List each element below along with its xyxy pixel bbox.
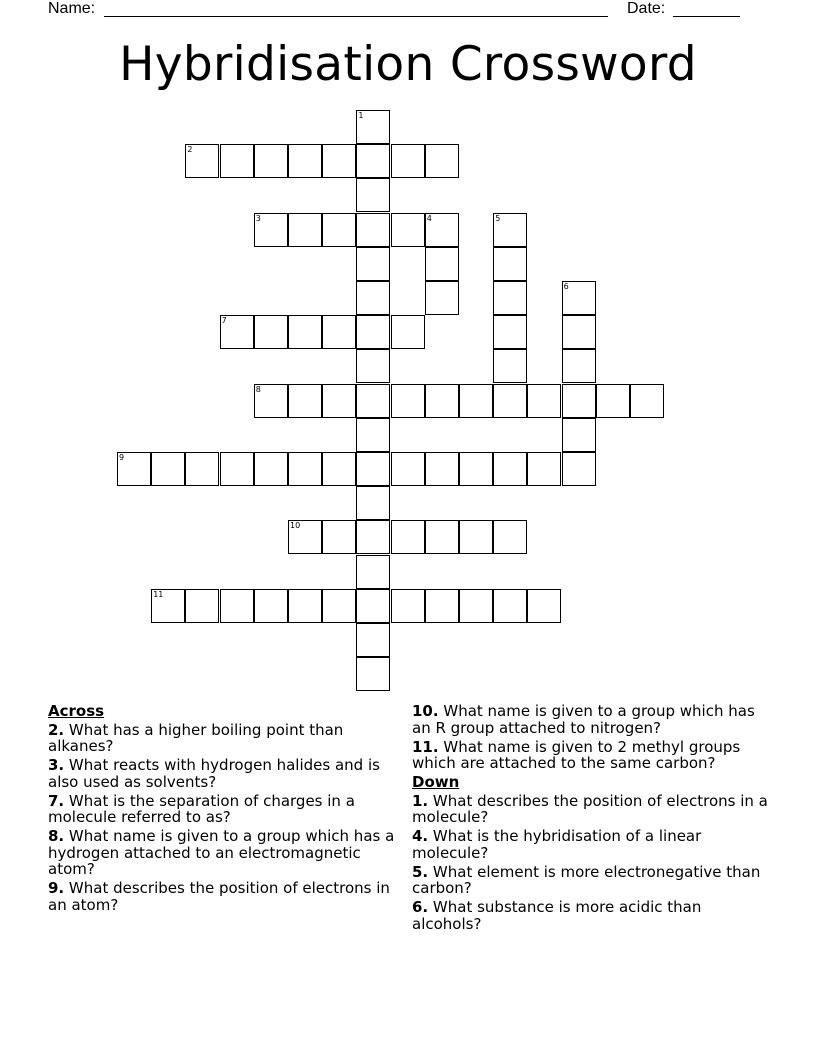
clue-text: What name is given to 2 methyl groups which are attached to the same carbon? — [412, 737, 741, 772]
crossword-cell[interactable] — [493, 349, 527, 383]
page-title: Hybridisation Crossword — [119, 37, 697, 92]
clue-number: 7. — [48, 791, 65, 810]
clue-number-label: 2 — [187, 145, 193, 155]
crossword-cell[interactable] — [322, 315, 356, 349]
crossword-cell[interactable] — [322, 384, 356, 418]
clue-number-label: 9 — [119, 453, 125, 462]
crossword-cell[interactable] — [425, 281, 459, 315]
crossword-cell[interactable] — [527, 589, 561, 623]
crossword-cell[interactable] — [356, 555, 390, 589]
crossword-cell[interactable] — [356, 657, 390, 691]
crossword-cell[interactable] — [185, 452, 219, 486]
crossword-cell[interactable] — [425, 247, 459, 281]
crossword-cell[interactable] — [288, 452, 322, 486]
crossword-cell[interactable] — [288, 144, 322, 178]
crossword-cell[interactable] — [493, 589, 527, 623]
crossword-cell[interactable] — [425, 213, 459, 247]
clue-text: What reacts with hydrogen halides and is also used as solvents? — [48, 756, 380, 791]
crossword-cell[interactable] — [220, 315, 254, 349]
clue-text: What is the separation of charges in a molecule referred to as? — [48, 791, 355, 826]
crossword-cell[interactable] — [527, 452, 561, 486]
crossword-cell[interactable] — [562, 384, 596, 418]
clue-number-label: 11 — [153, 589, 164, 599]
clue-text: What is the hybridisation of a linear molecule? — [412, 827, 702, 862]
clue-number: 3. — [48, 756, 65, 774]
clue-text: What substance is more acidic than alcohols? — [412, 898, 702, 933]
crossword-cell[interactable] — [425, 589, 459, 623]
crossword-cell[interactable] — [391, 520, 425, 554]
clue-down-5 — [412, 864, 772, 897]
crossword-cell[interactable] — [288, 384, 322, 418]
crossword-cell[interactable] — [562, 281, 596, 315]
clue-number-label: 10 — [290, 521, 301, 531]
crossword-cell[interactable] — [117, 452, 151, 486]
crossword-cell[interactable] — [391, 144, 425, 178]
crossword-cell[interactable] — [254, 213, 288, 247]
crossword-cell[interactable] — [185, 144, 219, 178]
clue-down-1 — [412, 793, 772, 826]
across-heading: Across — [48, 702, 105, 720]
clue-text: What describes the position of electrons in an atom? — [48, 879, 390, 914]
crossword-cell[interactable] — [562, 452, 596, 486]
crossword-cell[interactable] — [356, 247, 390, 281]
crossword-cell[interactable] — [459, 384, 493, 418]
crossword-cell[interactable] — [151, 452, 185, 486]
crossword-cell[interactable] — [562, 418, 596, 452]
clue-across-7 — [48, 793, 398, 826]
crossword-cell[interactable] — [459, 452, 493, 486]
crossword-cell[interactable] — [220, 589, 254, 623]
crossword-cell[interactable] — [322, 520, 356, 554]
crossword-cell[interactable] — [356, 281, 390, 315]
clue-across-11 — [412, 739, 772, 772]
clue-number: 2. — [48, 720, 65, 739]
clue-number-label: 5 — [495, 213, 501, 223]
crossword-cell[interactable] — [185, 589, 219, 623]
crossword-cell[interactable] — [493, 315, 527, 349]
crossword-cell[interactable] — [254, 384, 288, 418]
crossword-cell[interactable] — [288, 213, 322, 247]
clue-number: 6. — [412, 898, 429, 916]
clue-number: 5. — [412, 862, 429, 881]
crossword-cell[interactable] — [356, 213, 390, 247]
crossword-cell[interactable] — [596, 384, 630, 418]
clue-number: 1. — [412, 791, 429, 810]
name-label: Name: — [48, 0, 96, 17]
clues-column-left — [48, 703, 398, 916]
crossword-cell[interactable] — [356, 486, 390, 520]
crossword-cell[interactable] — [356, 349, 390, 383]
crossword-cell[interactable] — [630, 384, 664, 418]
down-heading: Down — [412, 773, 460, 791]
crossword-cell[interactable] — [562, 349, 596, 383]
clue-number: 8. — [48, 827, 65, 845]
clue-number: 10. — [412, 702, 439, 720]
crossword-cell[interactable] — [562, 315, 596, 349]
clue-number: 11. — [412, 737, 439, 756]
crossword-cell[interactable] — [288, 520, 322, 554]
crossword-cell[interactable] — [493, 213, 527, 247]
clue-number-label: 3 — [255, 213, 261, 223]
clue-number-label: 8 — [255, 384, 261, 394]
clue-number-label: 4 — [426, 213, 432, 223]
crossword-cell[interactable] — [356, 144, 390, 178]
clue-number-label: 7 — [221, 316, 227, 326]
crossword-cell[interactable] — [254, 452, 288, 486]
clue-number-label: 6 — [563, 282, 569, 291]
crossword-cell[interactable] — [356, 418, 390, 452]
crossword-cell[interactable] — [322, 144, 356, 178]
crossword-cell[interactable] — [356, 315, 390, 349]
clue-across-2 — [48, 722, 398, 755]
crossword-cell[interactable] — [493, 520, 527, 554]
clue-across-3 — [48, 757, 398, 790]
crossword-cell[interactable] — [425, 384, 459, 418]
crossword-cell[interactable] — [220, 144, 254, 178]
crossword-cell[interactable] — [391, 589, 425, 623]
crossword-cell[interactable] — [493, 452, 527, 486]
clues-column-right — [412, 703, 772, 935]
clue-text: What describes the position of electrons in a molecule? — [412, 791, 768, 826]
crossword-cell[interactable] — [288, 315, 322, 349]
crossword-cell[interactable] — [254, 144, 288, 178]
crossword-cell[interactable] — [356, 520, 390, 554]
crossword-cell[interactable] — [356, 110, 390, 144]
crossword-cell[interactable] — [322, 213, 356, 247]
clue-across-10 — [412, 703, 772, 736]
crossword-cell[interactable] — [391, 384, 425, 418]
clue-down-6 — [412, 899, 772, 932]
crossword-cell[interactable] — [425, 520, 459, 554]
crossword-cell[interactable] — [356, 589, 390, 623]
crossword-cell[interactable] — [356, 623, 390, 657]
clue-number: 4. — [412, 827, 429, 845]
crossword-cell[interactable] — [425, 144, 459, 178]
crossword-cell[interactable] — [391, 315, 425, 349]
clue-text: What element is more electronegative than carbon? — [412, 862, 761, 897]
crossword-cell[interactable] — [493, 247, 527, 281]
crossword-cell[interactable] — [391, 213, 425, 247]
crossword-cell[interactable] — [356, 452, 390, 486]
clue-number-label: 1 — [358, 111, 364, 120]
clue-across-8 — [48, 828, 398, 878]
crossword-cell[interactable] — [459, 520, 493, 554]
crossword-cell[interactable] — [322, 452, 356, 486]
crossword-cell[interactable] — [391, 452, 425, 486]
crossword-cell[interactable] — [425, 452, 459, 486]
clue-text: What has a higher boiling point than alkanes? — [48, 720, 344, 755]
crossword-cell[interactable] — [322, 589, 356, 623]
clue-text: What name is given to a group which has a hydrogen attached to an electromagnetic atom? — [48, 827, 395, 878]
clue-number: 9. — [48, 879, 65, 897]
crossword-cell[interactable] — [151, 589, 185, 623]
crossword-cell[interactable] — [220, 452, 254, 486]
crossword-cell[interactable] — [493, 384, 527, 418]
crossword-cell[interactable] — [254, 589, 288, 623]
crossword-cell[interactable] — [356, 384, 390, 418]
clue-text: What name is given to a group which has an R group attached to nitrogen? — [412, 702, 755, 737]
crossword-cell[interactable] — [493, 281, 527, 315]
crossword-cell[interactable] — [254, 315, 288, 349]
crossword-cell[interactable] — [356, 178, 390, 212]
date-label: Date: — [627, 0, 666, 17]
crossword-cell[interactable] — [527, 384, 561, 418]
clue-down-4 — [412, 828, 772, 861]
crossword-cell[interactable] — [288, 589, 322, 623]
clue-across-9 — [48, 880, 398, 913]
crossword-cell[interactable] — [459, 589, 493, 623]
